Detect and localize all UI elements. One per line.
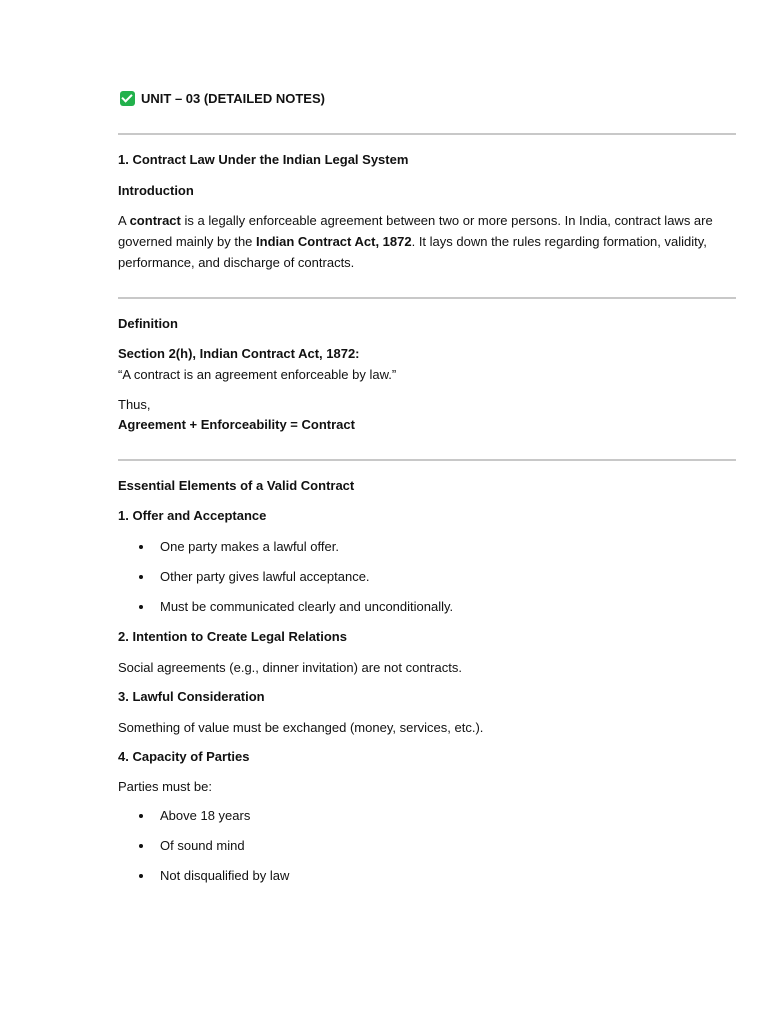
list-item: Not disqualified by law [118, 866, 736, 886]
consideration-text: Something of value must be exchanged (money, services, etc.). [118, 720, 484, 735]
notes-document [118, 88, 736, 896]
definition-quote: “A contract is an agreement enforceable by law.” [118, 367, 397, 382]
act-name: Indian Contract Act, 1872 [256, 234, 412, 249]
intention-text: Social agreements (e.g., dinner invitation) are not contracts. [118, 660, 462, 675]
divider [118, 297, 736, 299]
element-heading-offer: 1. Offer and Acceptance [118, 508, 267, 523]
thus-text: Thus, [118, 397, 151, 412]
term-contract: contract [129, 213, 181, 228]
element-heading-intention: 2. Intention to Create Legal Relations [118, 629, 347, 644]
divider [118, 459, 736, 461]
title-row [118, 88, 736, 108]
capacity-bullet-list [118, 806, 736, 886]
subheading-introduction: Introduction [118, 183, 194, 198]
section-heading: 1. Contract Law Under the Indian Legal System [118, 152, 409, 167]
check-mark-icon [120, 91, 135, 106]
list-item: Above 18 years [118, 806, 736, 826]
list-item: Other party gives lawful acceptance. [118, 567, 736, 587]
intro-paragraph: A contract is a legally enforceable agreement between two or more persons. In India, contract laws are governed mainly by the Indian Contract Act, 1872. It lays down the rules regarding formation, validity, performance, and discharge of contracts. [118, 213, 713, 270]
subheading-essentials: Essential Elements of a Valid Contract [118, 478, 355, 493]
element-heading-consideration: 3. Lawful Consideration [118, 689, 265, 704]
list-item: Must be communicated clearly and unconditionally. [118, 597, 736, 617]
offer-bullet-list [118, 537, 736, 617]
divider [118, 133, 736, 135]
section-reference: Section 2(h), Indian Contract Act, 1872: [118, 346, 360, 361]
contract-formula: Agreement + Enforceability = Contract [118, 417, 355, 432]
list-item: One party makes a lawful offer. [118, 537, 736, 557]
subheading-definition: Definition [118, 316, 178, 331]
list-item: Of sound mind [118, 836, 736, 856]
capacity-text: Parties must be: [118, 779, 212, 794]
page-title: UNIT – 03 (DETAILED NOTES) [141, 90, 325, 106]
element-heading-capacity: 4. Capacity of Parties [118, 749, 250, 764]
